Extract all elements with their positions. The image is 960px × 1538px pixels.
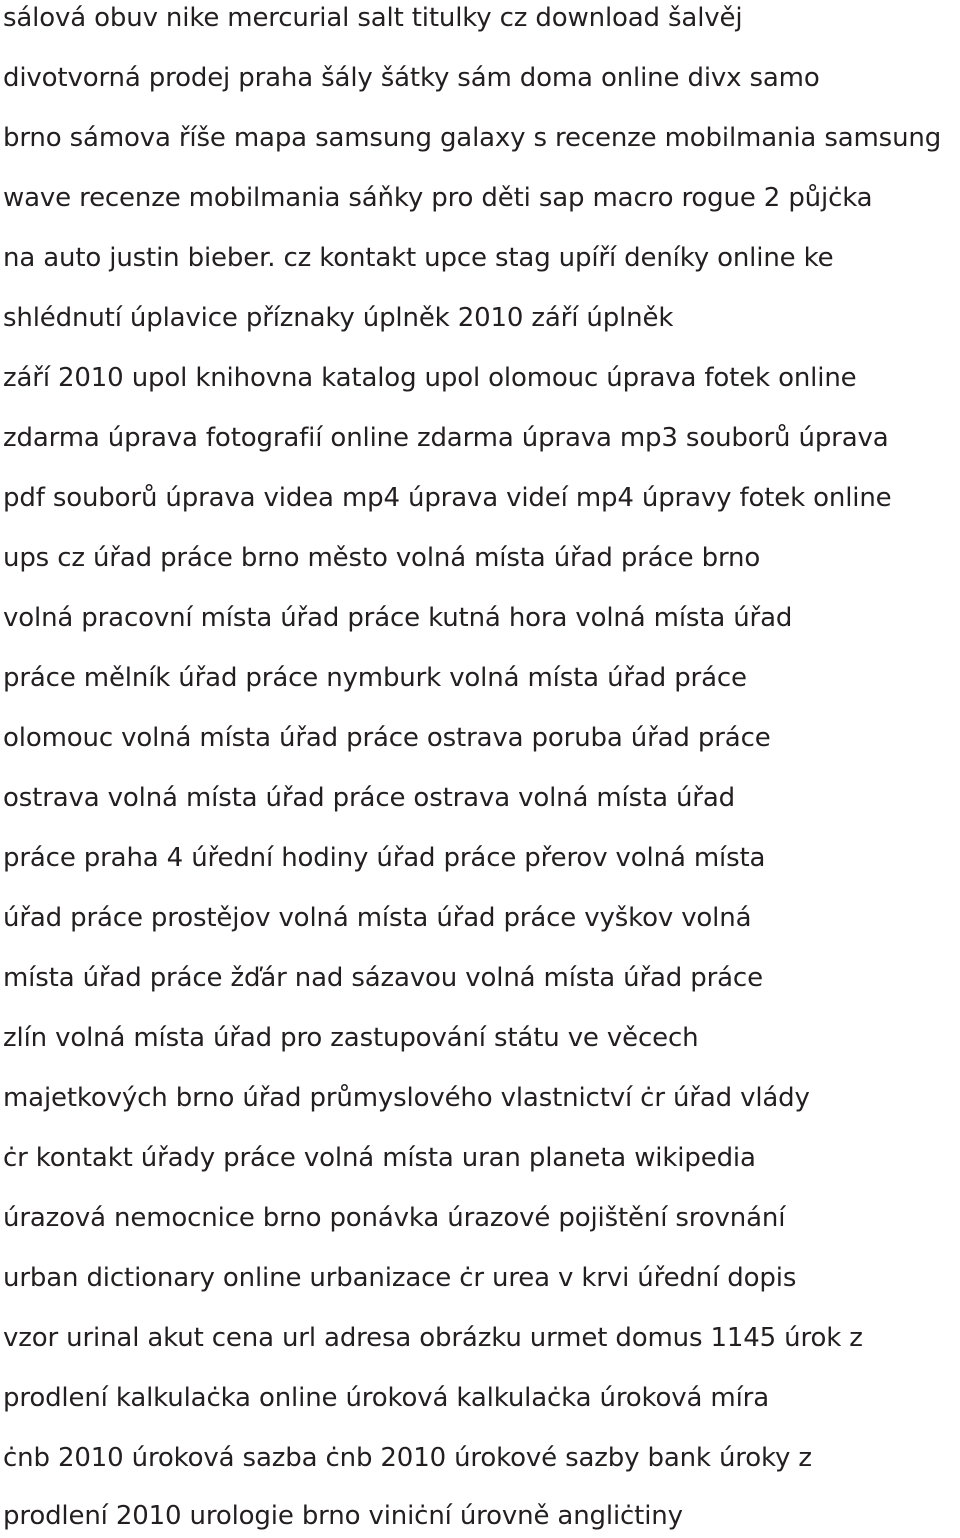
text-line-17: místa úřad práce žďár nad sázavou volná místa úřad práce — [3, 963, 763, 993]
text-line-25: ċnb 2010 úroková sazba ċnb 2010 úrokové sazby bank úroky z — [3, 1443, 812, 1473]
text-line-2: divotvorná prodej praha šály šátky sám doma online divx samo — [3, 63, 820, 93]
text-line-20: ċr kontakt úřady práce volná místa uran planeta wikipedia — [3, 1143, 756, 1173]
text-line-9: pdf souborů úprava videa mp4 úprava videí mp4 úpravy fotek online — [3, 483, 892, 513]
text-line-22: urban dictionary online urbanizace ċr urea v krvi úřední dopis — [3, 1263, 797, 1293]
text-line-3: brno sámova říše mapa samsung galaxy s recenze mobilmania samsung — [3, 123, 942, 153]
text-line-10: ups cz úřad práce brno město volná místa úřad práce brno — [3, 543, 761, 573]
text-line-26: prodlení 2010 urologie brno viniċní úrovně angliċtiny — [3, 1501, 683, 1531]
text-line-24: prodlení kalkulaċka online úroková kalkulaċka úroková míra — [3, 1383, 769, 1413]
text-line-5: na auto justin bieber. cz kontakt upce stag upíří deníky online ke — [3, 243, 834, 273]
text-line-12: práce mělník úřad práce nymburk volná místa úřad práce — [3, 663, 747, 693]
text-line-15: práce praha 4 úřední hodiny úřad práce přerov volná místa — [3, 843, 766, 873]
text-line-13: olomouc volná místa úřad práce ostrava poruba úřad práce — [3, 723, 771, 753]
text-line-7: září 2010 upol knihovna katalog upol olomouc úprava fotek online — [3, 363, 857, 393]
text-line-1: sálová obuv nike mercurial salt titulky cz download šalvěj — [3, 3, 743, 33]
text-line-11: volná pracovní místa úřad práce kutná hora volná místa úřad — [3, 603, 793, 633]
text-line-4: wave recenze mobilmania sáňky pro děti sap macro rogue 2 půjċka — [3, 183, 873, 213]
text-line-23: vzor urinal akut cena url adresa obrázku urmet domus 1145 úrok z — [3, 1323, 863, 1353]
text-line-18: zlín volná místa úřad pro zastupování státu ve věcech — [3, 1023, 699, 1053]
text-line-19: majetkových brno úřad průmyslového vlastnictví ċr úřad vlády — [3, 1083, 810, 1113]
text-line-14: ostrava volná místa úřad práce ostrava volná místa úřad — [3, 783, 735, 813]
text-line-21: úrazová nemocnice brno ponávka úrazové pojištění srovnání — [3, 1203, 786, 1233]
text-line-8: zdarma úprava fotografií online zdarma úprava mp3 souborů úprava — [3, 423, 889, 453]
text-line-16: úřad práce prostějov volná místa úřad práce vyškov volná — [3, 903, 752, 933]
text-line-6: shlédnutí úplavice příznaky úplněk 2010 září úplněk — [3, 303, 674, 333]
